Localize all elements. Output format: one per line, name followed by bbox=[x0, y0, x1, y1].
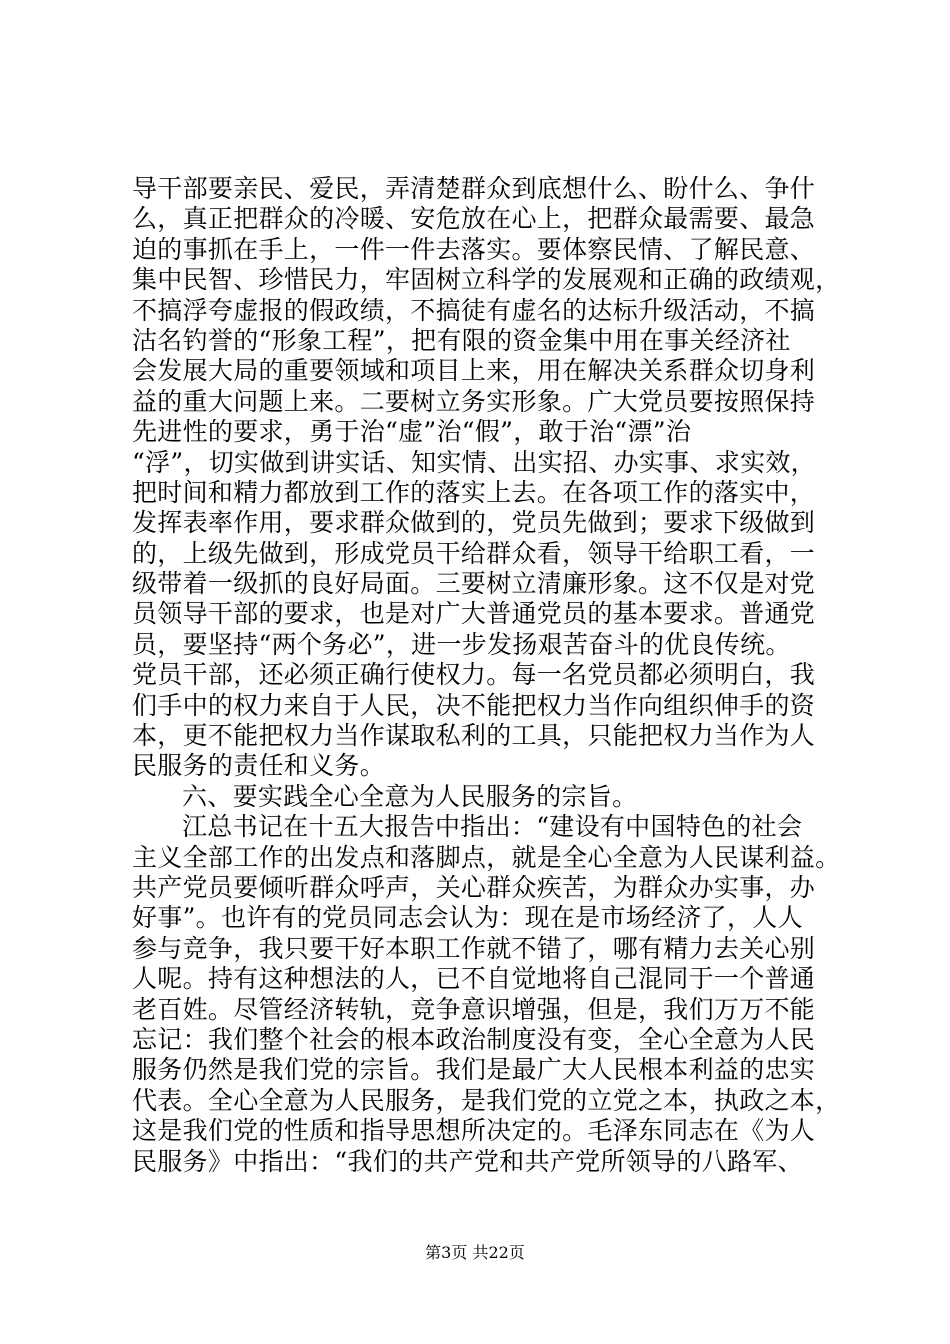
body-text bbox=[132, 174, 841, 1177]
text-line: 发挥表率作用，要求群众做到的，党员先做到；要求下级做到 bbox=[132, 508, 816, 538]
page-footer: 第3页 共22页 bbox=[425, 1243, 525, 1262]
text-line: 江总书记在十五大报告中指出：“建设有中国特色的社会 bbox=[182, 812, 803, 842]
text-line: 这是我们党的性质和指导思想所决定的。毛泽东同志在《为人 bbox=[132, 1116, 816, 1146]
text-line: 么，真正把群众的冷暖、安危放在心上，把群众最需要、最急 bbox=[132, 204, 816, 234]
text-line: 服务仍然是我们党的宗旨。我们是最广大人民根本利益的忠实 bbox=[132, 1055, 816, 1085]
text-line: 民服务》中指出：“我们的共产党和共产党所领导的八路军、 bbox=[132, 1146, 803, 1176]
text-line: 会发展大局的重要领域和项目上来，用在解决关系群众切身利 bbox=[132, 356, 816, 386]
text-line: 迫的事抓在手上，一件一件去落实。要体察民情、了解民意、 bbox=[132, 234, 816, 264]
text-line: 益的重大问题上来。二要树立务实形象。广大党员要按照保持 bbox=[132, 386, 816, 416]
text-line: 沽名钓誉的“形象工程”，把有限的资金集中用在事关经济社 bbox=[132, 325, 791, 355]
text-line: 先进性的要求，勇于治“虚”治“假”，敢于治“漂”治 bbox=[132, 417, 692, 447]
text-line: 集中民智、珍惜民力，牢固树立科学的发展观和正确的政绩观， bbox=[132, 265, 841, 295]
text-line: 老百姓。尽管经济转轨，竞争意识增强，但是，我们万万不能 bbox=[132, 994, 816, 1024]
text-line: 本，更不能把权力当作谋取私利的工具，只能把权力当作为人 bbox=[132, 721, 816, 751]
text-line: 代表。全心全意为人民服务，是我们党的立党之本，执政之本， bbox=[132, 1085, 841, 1115]
text-line: 共产党员要倾听群众呼声，关心群众疾苦，为群众办实事，办 bbox=[132, 872, 816, 902]
text-line: 导干部要亲民、爱民，弄清楚群众到底想什么、盼什么、争什 bbox=[132, 174, 816, 203]
text-line: 员领导干部的要求，也是对广大普通党员的基本要求。普通党 bbox=[132, 599, 816, 629]
text-line: 六、要实践全心全意为人民服务的宗旨。 bbox=[182, 781, 638, 811]
text-line: 员，要坚持“两个务必”，进一步发扬艰苦奋斗的优良传统。 bbox=[132, 629, 791, 659]
text-line: 们手中的权力来自于人民，决不能把权力当作向组织伸手的资 bbox=[132, 690, 816, 720]
text-line: “浮”，切实做到讲实话、知实情、出实招、办实事、求实效， bbox=[132, 447, 816, 477]
text-line: 好事”。也许有的党员同志会认为：现在是市场经济了，人人 bbox=[132, 903, 803, 933]
text-line: 参与竞争，我只要干好本职工作就不错了，哪有精力去关心别 bbox=[132, 933, 816, 963]
text-line: 人呢。持有这种想法的人，已不自觉地将自己混同于一个普通 bbox=[132, 964, 816, 994]
text-line: 不搞浮夸虚报的假政绩，不搞徒有虚名的达标升级活动，不搞 bbox=[132, 295, 816, 325]
text-line: 把时间和精力都放到工作的落实上去。在各项工作的落实中， bbox=[132, 477, 816, 507]
text-line: 主义全部工作的出发点和落脚点，就是全心全意为人民谋利益。 bbox=[132, 842, 841, 872]
text-line: 级带着一级抓的良好局面。三要树立清廉形象。这不仅是对党 bbox=[132, 569, 816, 599]
text-line: 党员干部，还必须正确行使权力。每一名党员都必须明白，我 bbox=[132, 660, 816, 690]
text-line: 忘记：我们整个社会的根本政治制度没有变，全心全意为人民 bbox=[132, 1024, 816, 1054]
text-line: 民服务的责任和义务。 bbox=[132, 751, 386, 781]
text-line: 的，上级先做到，形成党员干给群众看，领导干给职工看，一 bbox=[132, 538, 816, 568]
